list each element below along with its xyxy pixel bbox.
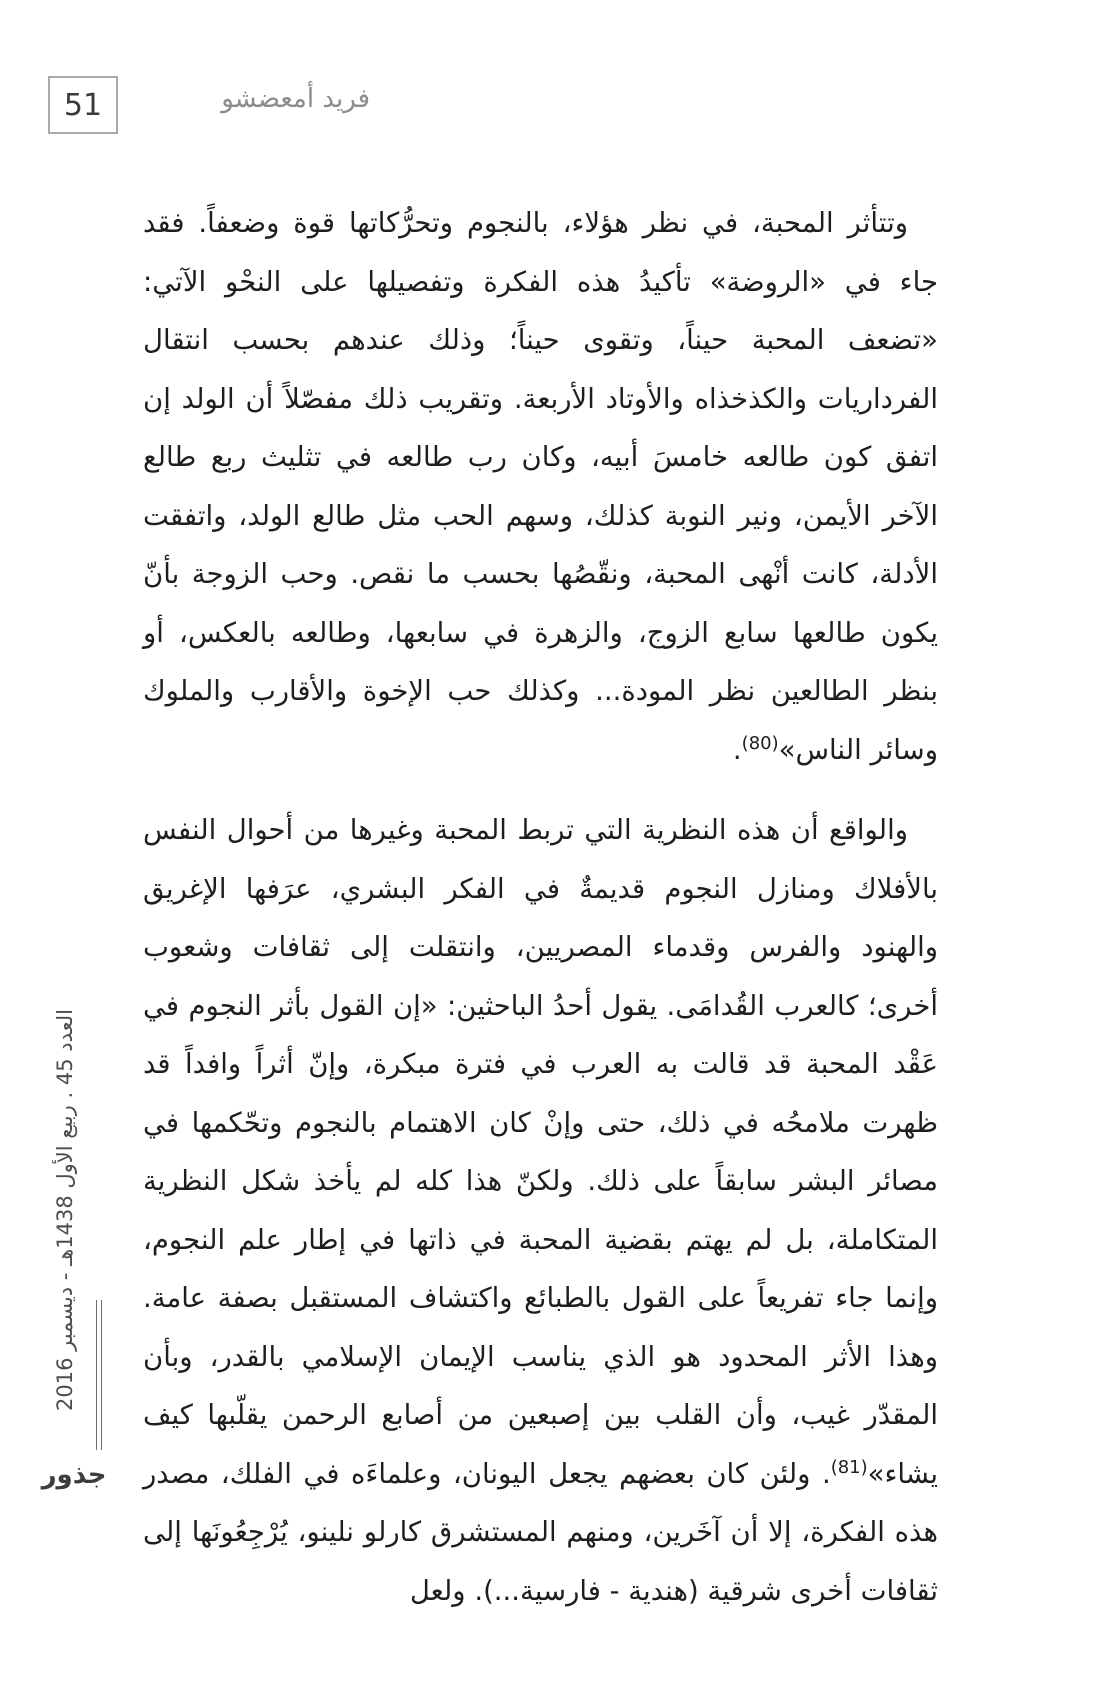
journal-logo: جذور — [41, 1460, 107, 1490]
paragraph-text: وتتأثر المحبة، في نظر هؤلاء، بالنجوم وتحرُّكاتها قوة وضعفاً. فقد جاء في «الروضة» تأكيدُ هذه الفكرة وتفصيلها على النحْو الآتي: «تضعف المحبة حيناً، وتقوى حيناً؛ وذلك عندهم بحسب انتقال الفرداريات والكذخذاه والأوتاد الأربعة. وتقريب ذلك مفصّلاً أن الولد إن اتفق كون طالعه خامسَ أبيه، وكان رب طالعه في تثليث ربع طالع الآخر الأيمن، ونير النوبة كذلك، وسهم الحب مثل طالع الولد، واتفقت الأدلة، كانت أنْهى المحبة، ونقّصُها بحسب ما نقص. وحب الزوجة بأنّ يكون طالعها سابع الزوج، والزهرة في سابعها، وطالعه بالعكس، أو بنظر الطالعين نظر المودة... وكذلك حب الإخوة والأقارب والملوك وسائر الناس» — [143, 207, 938, 766]
footnote-ref[interactable]: (81) — [830, 1456, 868, 1478]
paragraph-tail: . — [732, 733, 742, 766]
vertical-rule — [96, 1300, 102, 1450]
article-body — [143, 194, 938, 1620]
running-head-author: فريد أمعضشو — [221, 84, 370, 114]
issue-info-text: العدد 45 . ربيع الأول 1438هـ - ديسمبر 2016 — [53, 1009, 77, 1411]
issue-info-vertical — [38, 975, 92, 1445]
footnote-ref[interactable]: (80) — [741, 732, 779, 754]
page-number-text: 51 — [63, 87, 103, 123]
paragraph — [143, 194, 938, 779]
paragraph-tail: . ولئن كان بعضهم يجعل اليونان، وعلماءَه في الفلك، مصدر هذه الفكرة، إلا أن آخَرين، ومنهم المستشرق كارلو نلينو، يُرْجِعُونَها إلى ثقافات أخرى شرقية (هندية - فارسية...). ولعل — [143, 1457, 938, 1607]
paragraph-text: والواقع أن هذه النظرية التي تربط المحبة وغيرها من أحوال النفس بالأفلاك ومنازل النجوم قديمةٌ في الفكر البشري، عرَفها الإغريق والهنود والفرس وقدماء المصريين، وانتقلت إلى ثقافات وشعوب أخرى؛ كالعرب القُدامَى. يقول أحدُ الباحثين: «إن القول بأثر النجوم في عَقْد المحبة قد قالت به العرب في فترة مبكرة، وإنّ أثراً وافداً قد ظهرت ملامحُه في ذلك، حتى وإنْ كان الاهتمام بالنجوم وتحّكمها في مصائر البشر سابقاً على ذلك. ولكنّ هذا كله لم يأخذ شكل النظرية المتكاملة، بل لم يهتم بقضية المحبة في ذاتها في إطار علم النجوم، وإنما جاء تفريعاً على القول بالطبائع واكتشاف المستقبل بصفة عامة. وهذا الأثر المحدود هو الذي يناسب الإيمان الإسلامي بالقدر، وبأن المقدّر غيب، وأن القلب بين إصبعين من أصابع الرحمن يقلّبها كيف يشاء» — [143, 814, 938, 1490]
paragraph — [143, 801, 938, 1620]
page-number — [48, 76, 118, 134]
